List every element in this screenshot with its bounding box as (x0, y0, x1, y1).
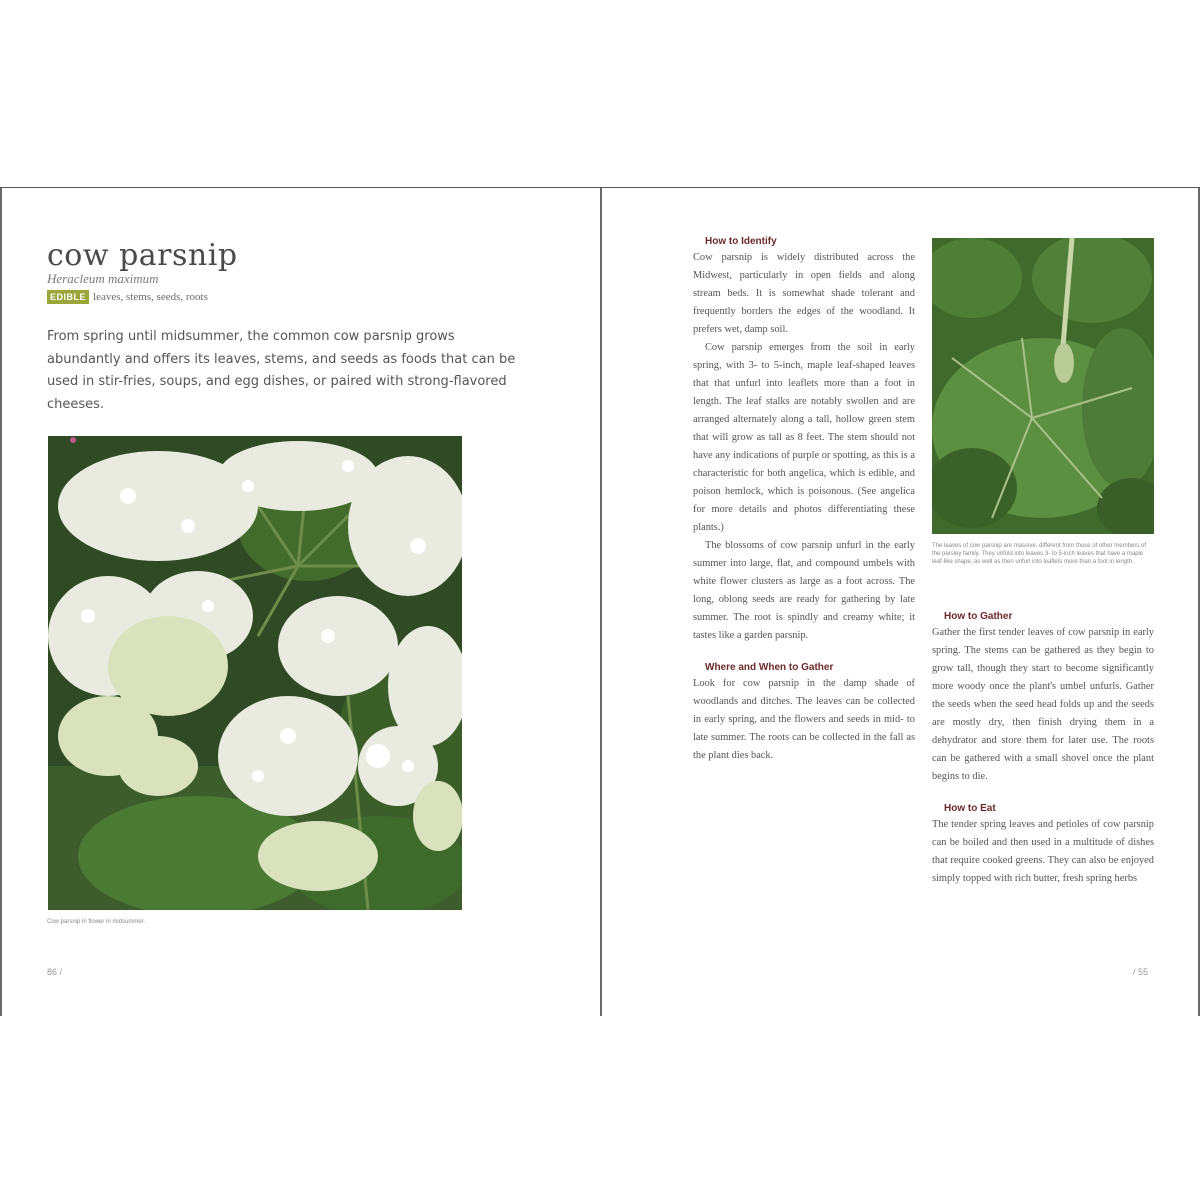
edible-line (47, 290, 208, 304)
flower-photo-caption: Cow parsnip in flower in midsummer. (47, 919, 146, 925)
latin-name: Heracleum maximum (47, 271, 159, 286)
right-page-edge (1198, 188, 1200, 1016)
section-heading-eat: How to Eat (944, 803, 996, 814)
where-when-paragraph: Look for cow parsnip in the damp shade of woodlands and ditches. The leaves can be collected in early spring, and the flowers and seeds in mid- to late summer. The roots can be collected in the fall as the plant dies back. (693, 678, 915, 761)
right-page-number: / 55 (1133, 967, 1149, 977)
flower-photo (48, 436, 462, 910)
identify-paragraph-2: Cow parsnip emerges from the soil in early spring, with 3- to 5-inch, maple leaf-shaped leaves that that unfurl into leaflets more than a foot in length. The leaf stalks are notably swollen and are arranged alternately along a tall, hollow green stem that will grow as tall as 8 feet. The stem should not have any indications of purple or spotting, as this is a characteristic for both angelica, which is edible, and poison hemlock, which is poisonous. (See angelica for more details and photos differentiating these plants.) (693, 342, 915, 533)
gather-paragraph: Gather the first tender leaves of cow parsnip in early spring. The stems can be gathered as they begin to grow tall, though they start to become significantly more woody once the plant's umbel unfurls. Gather the seeds when the seed head folds up and the seeds are mostly dry, then finish drying them in a dehydrator and store them for later use. The roots can be gathered with a small shovel once the plant begins to die. (932, 627, 1154, 782)
right-text-column-1 (693, 235, 915, 765)
left-page-edge (0, 188, 2, 1016)
leaf-photo-caption: The leaves of cow parsnip are massive, different from those of other members of the parsley family. They unfold into leaves 3- to 5-inch leaves that have a maple leaf-like shape, as well as then unfurl into leaflets more than a foot in length. (932, 543, 1146, 565)
eat-paragraph: The tender spring leaves and petioles of cow parsnip can be boiled and then used in a multitude of dishes that require cooked greens. They can also be enjoyed simply topped with rich butter, fresh spring herbs (932, 819, 1154, 884)
page-gutter (600, 188, 602, 1016)
intro-paragraph: From spring until midsummer, the common cow parsnip grows abundantly and offers its leaves, stems, and seeds as foods that can be used in stir-fries, soups, and egg dishes, or paired with strong-flavored cheeses. (47, 329, 516, 412)
book-spread (0, 187, 1200, 1016)
edible-parts: leaves, stems, seeds, roots (93, 291, 208, 303)
section-heading-gather: How to Gather (944, 611, 1013, 622)
leaf-photo (932, 238, 1154, 534)
section-heading-where-when: Where and When to Gather (705, 662, 834, 673)
right-text-column-2 (932, 610, 1154, 888)
edible-badge: EDIBLE (47, 290, 89, 304)
identify-paragraph-1: Cow parsnip is widely distributed across the Midwest, particularly in open fields and along stream beds. It is somewhat shade tolerant and frequently borders the edges of the woodland. It prefers wet, damp soil. (693, 252, 915, 335)
left-page-number: 86 / (47, 967, 63, 977)
plant-title: cow parsnip (47, 238, 238, 273)
identify-paragraph-3: The blossoms of cow parsnip unfurl in the early summer into large, flat, and compound umbels with white flower clusters as large as a foot across. The long, oblong seeds are ready for gathering by late summer. The root is spindly and creamy white; it tastes like a garden parsnip. (693, 540, 915, 641)
section-heading-identify: How to Identify (705, 236, 777, 247)
